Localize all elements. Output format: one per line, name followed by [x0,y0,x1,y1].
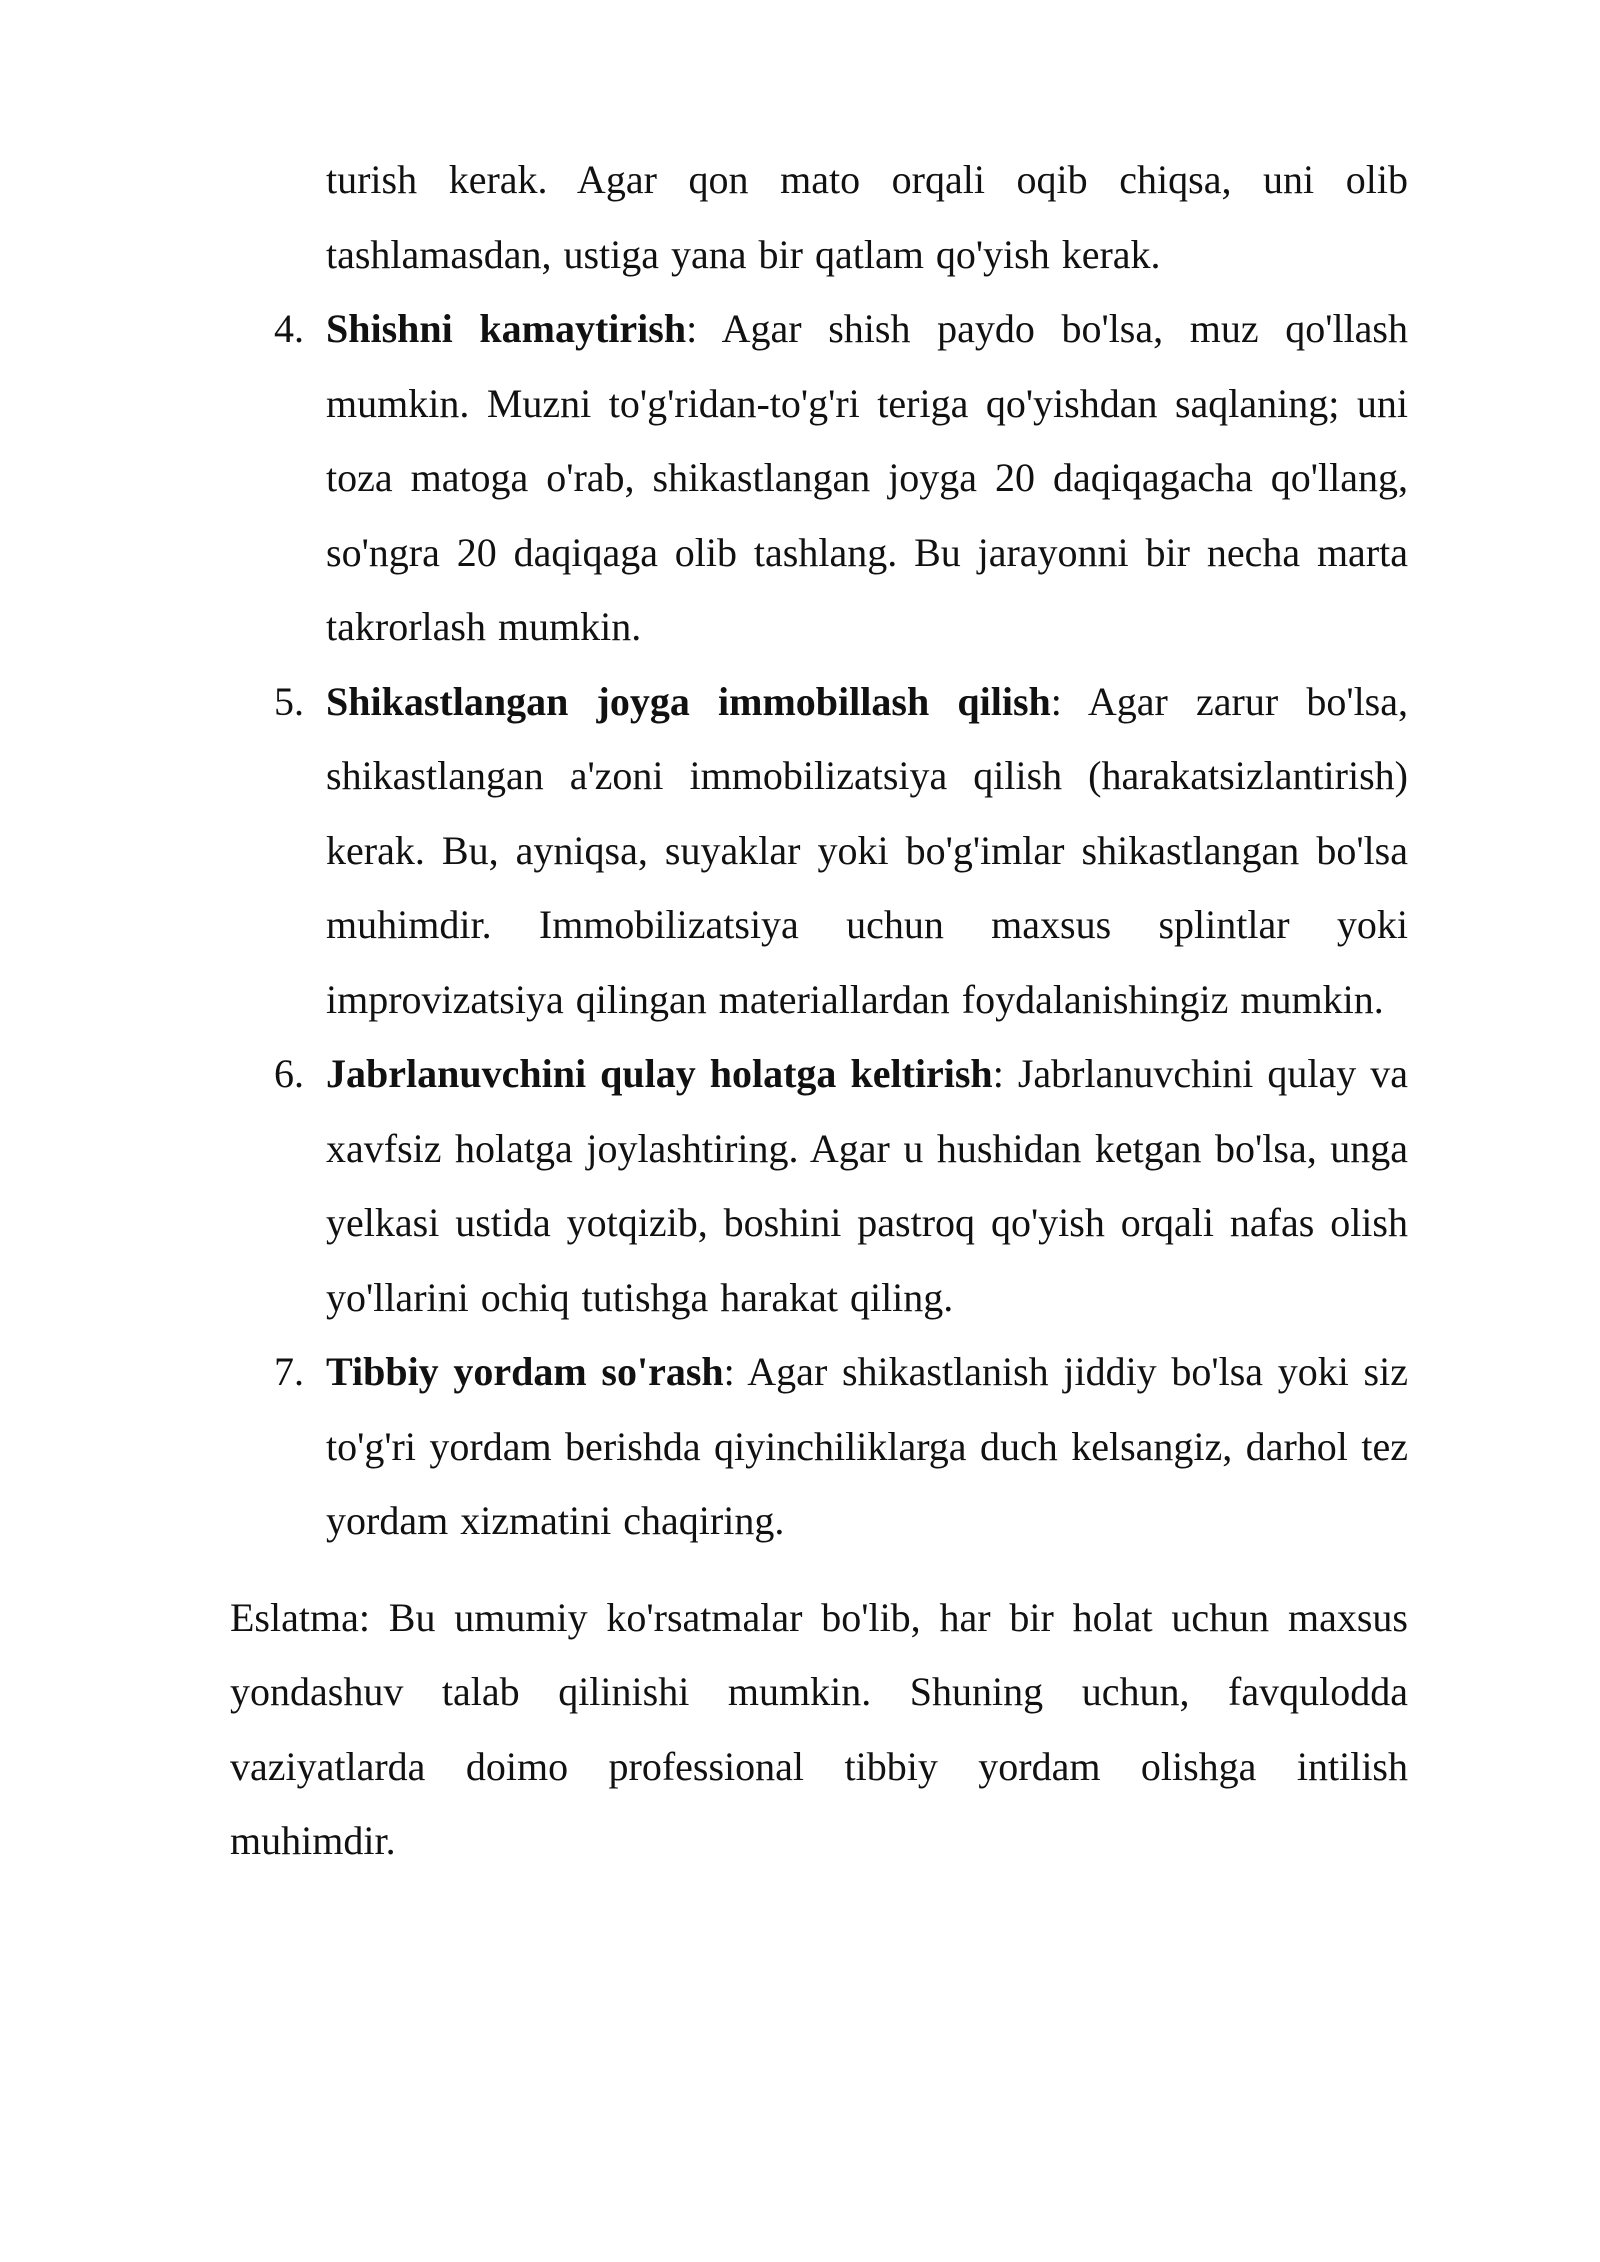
list-item-6 [274,1037,1409,1335]
list-item-text: Agar zarur bo'lsa, shikastlangan a'zoni immobilizatsiya qilish (harakatsizlantirish) kerak. Bu, ayniqsa, suyaklar yoki bo'g'imlar shikastlangan bo'lsa muhimdir. Immobilizatsiya uchun maxsus splintlar yoki improvizatsiya qilingan materiallardan foydalanishingiz mumkin. [326,678,1409,1022]
list-item-title: Jabrlanuvchini qulay holatga keltirish [326,1051,993,1096]
numbered-list [230,292,1408,1559]
list-item-text: Agar shikastlanish jiddiy bo'lsa yoki siz to'g'ri yordam berishda qiyinchiliklarga duch kelsangiz, darhol tez yordam xizmatini chaqiring. [326,1349,1408,1543]
list-item-separator: : [686,306,698,351]
list-item-5 [274,665,1409,1038]
list-item-text: Agar shish paydo bo'lsa, muz qo'llash mumkin. Muzni to'g'ridan-to'g'ri teriga qo'yishdan saqlaning; uni toza matoga o'rab, shikastlangan joyga 20 daqiqagacha qo'llang, so'ngra 20 daqiqaga olib tashlang. Bu jarayonni bir necha marta takrorlash mumkin. [326,306,1408,649]
note-paragraph: Eslatma: Bu umumiy ko'rsatmalar bo'lib, har bir holat uchun maxsus yondashuv talab qilinishi mumkin. Shuning uchun, favqulodda vaziyatlarda doimo professional tibbiy yordam olishga intilish muhimdir. [230,1594,1408,1863]
document-page [230,143,1408,1879]
list-number: 7. [274,1349,304,1394]
list-item-title: Tibbiy yordam so'rash [326,1349,724,1394]
list-item-separator: : [992,1051,1004,1096]
list-item-7 [274,1335,1408,1559]
list-item-title: Shishni kamaytirish [326,306,687,351]
list-item-separator: : [723,1349,735,1394]
list-item-text: Jabrlanuvchini qulay va xavfsiz holatga joylashtiring. Agar u hushidan ketgan bo'lsa, unga yelkasi ustida yotqizib, boshini pastroq qo'yish orqali nafas olish yo'llarini ochiq tutishga harakat qiling. [326,1051,1409,1320]
list-item-4 [274,292,1408,665]
list-item-separator: : [1050,678,1062,724]
continuation-paragraph: turish kerak. Agar qon mato orqali oqib chiqsa, uni olib tashlamasdan, ustiga yana bir qatlam qo'yish kerak. [326,157,1408,277]
list-number: 5. [274,678,304,724]
list-number: 4. [274,306,304,351]
list-number: 6. [274,1051,304,1096]
list-item-title: Shikastlangan joyga immobillash qilish [326,678,1051,724]
